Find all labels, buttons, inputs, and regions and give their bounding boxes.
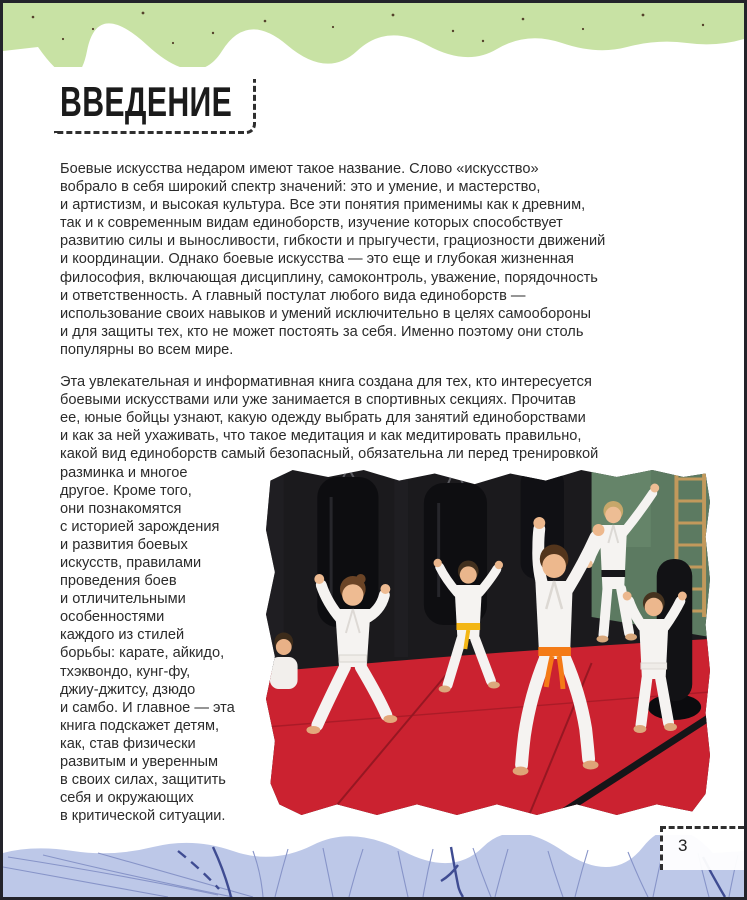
karate-class-photo-illustration — [266, 467, 710, 819]
intro-paragraph-1: Боевые искусства недаром имеют такое название. Слово «искусство» вобрало в себя широкий спектр значений: это и умение, и мастерство, и артистизм, и высокая культура. Все эти понятия применимы как к древним, так и к современным видам единоборств, изучение которых способствует развитию силы и выносливости, гибкости и прыгучести, грациозности движений и координации. Однако боевые искусства — это еще и глубокая жизненная философия, включающая дисциплину, самоконтроль, уважение, порядочность и ответственность. А главный постулат любого вида единоборств — использование своих навыков и умений исключительно в целях самообороны и для защиты тех, кто не может постоять за себя. Именно поэтому они столь популярны во всем мире. — [60, 161, 606, 358]
bottom-blue-band-decoration — [3, 835, 744, 897]
chapter-title-box — [54, 79, 256, 134]
karate-class-photo — [266, 467, 710, 819]
page-title: ВВЕДЕНИЕ — [60, 78, 233, 125]
page-content — [60, 79, 710, 825]
intro-paragraph-2: Эта увлекательная и информативная книга создана для тех, кто интересуется боевыми искусствами или уже занимается в спортивных секциях. Прочитав ее, юные бойцы узнают, какую одежду выбрать для занятий единоборствами и как за ней ухаживать, что такое медитация и как медитировать правильно, какой вид единоборств самый безопасный, обязательна ли перед тренировкой — [60, 374, 599, 463]
wrapped-text-column — [60, 464, 266, 826]
top-green-band-decoration — [3, 3, 744, 67]
page-number: 3 — [678, 836, 688, 855]
page-number-box — [660, 826, 744, 870]
text-photo-row — [60, 464, 710, 826]
intro-paragraph-2-continued: разминка и многое другое. Кроме того, они познакомятся с историей зарождения и развития боевых искусств, правилами проведения боев и отличительными особенностями каждого из стилей борьбы: карате, айкидо, тхэквондо, кунг-фу, джиу-джитсу, дзюдо и самбо. И главное — эта книга подскажет детям, как, став физически развитым и уверенным в своих силах, защитить себя и окружающих в критической ситуации. — [60, 464, 235, 825]
